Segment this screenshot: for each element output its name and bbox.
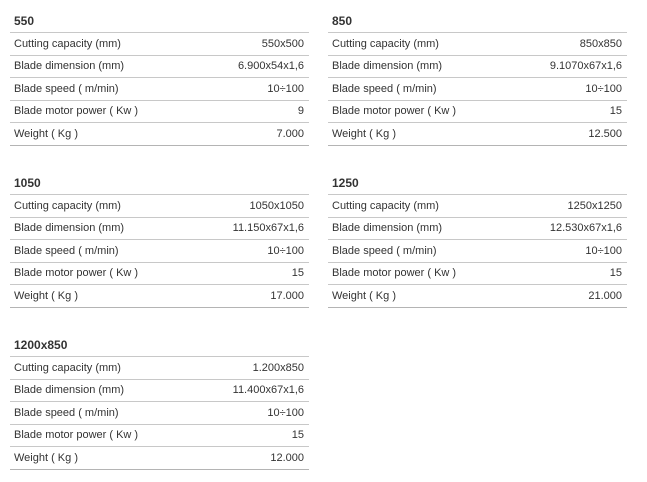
spec-label: Blade dimension (mm) xyxy=(332,60,443,73)
spec-title: 1250 xyxy=(332,176,359,190)
spec-row-blade-speed xyxy=(328,240,627,263)
spec-block-1250 xyxy=(328,172,627,308)
spec-label: Blade speed ( m/min) xyxy=(332,244,437,257)
spec-row-cutting-capacity xyxy=(328,195,627,218)
spec-label: Cutting capacity (mm) xyxy=(332,199,439,212)
spec-row-blade-dimension xyxy=(10,56,309,79)
spec-block-850 xyxy=(328,10,627,146)
spec-row-cutting-capacity xyxy=(10,33,309,56)
spec-value: 12.530x67x1,6 xyxy=(549,222,622,235)
spec-row-weight xyxy=(10,447,309,470)
spec-value: 11.150x67x1,6 xyxy=(232,222,304,235)
spec-value: 1050x1050 xyxy=(249,199,304,212)
spec-label: Blade motor power ( Kw ) xyxy=(14,105,139,118)
spec-value: 9 xyxy=(297,105,304,118)
spec-label: Cutting capacity (mm) xyxy=(14,361,121,374)
spec-row-blade-dimension xyxy=(10,380,309,403)
spec-block-1200x850 xyxy=(10,334,309,470)
spec-table xyxy=(10,194,309,308)
spec-label: Blade motor power ( Kw ) xyxy=(14,429,139,442)
spec-label: Cutting capacity (mm) xyxy=(14,199,121,212)
spec-value: 10÷100 xyxy=(585,82,622,95)
spec-row-weight xyxy=(10,285,309,308)
spec-label: Weight ( Kg ) xyxy=(332,127,396,140)
spec-row-cutting-capacity xyxy=(10,195,309,218)
spec-row-cutting-capacity xyxy=(328,33,627,56)
spec-row-blade-speed xyxy=(10,78,309,101)
spec-title: 550 xyxy=(14,14,35,28)
spec-label: Weight ( Kg ) xyxy=(14,289,78,302)
spec-value: 15 xyxy=(609,267,622,280)
spec-value: 15 xyxy=(291,429,304,442)
spec-label: Blade motor power ( Kw ) xyxy=(14,267,139,280)
spec-value: 10÷100 xyxy=(267,82,304,95)
spec-value: 7.000 xyxy=(276,127,304,140)
spec-label: Blade motor power ( Kw ) xyxy=(332,105,457,118)
spec-label: Blade motor power ( Kw ) xyxy=(332,267,457,280)
spec-label: Cutting capacity (mm) xyxy=(332,37,439,50)
spec-value: 17.000 xyxy=(270,289,304,302)
spec-title: 1200x850 xyxy=(14,338,68,352)
spec-label: Blade speed ( m/min) xyxy=(14,82,119,95)
spec-row-blade-dimension xyxy=(10,218,309,241)
spec-value: 550x500 xyxy=(261,37,304,50)
spec-value: 10÷100 xyxy=(585,244,622,257)
spec-value: 9.1070x67x1,6 xyxy=(549,60,622,73)
spec-row-blade-motor-power xyxy=(328,101,627,124)
spec-label: Weight ( Kg ) xyxy=(14,127,78,140)
spec-row-blade-motor-power xyxy=(10,425,309,448)
spec-row-blade-speed xyxy=(10,402,309,425)
spec-title: 850 xyxy=(332,14,353,28)
spec-value: 10÷100 xyxy=(267,244,304,257)
spec-row-blade-speed xyxy=(10,240,309,263)
spec-row-blade-speed xyxy=(328,78,627,101)
spec-label: Blade speed ( m/min) xyxy=(14,406,119,419)
spec-value: 6.900x54x1,6 xyxy=(237,60,304,73)
spec-row-blade-dimension xyxy=(328,218,627,241)
spec-label: Blade dimension (mm) xyxy=(14,384,125,397)
spec-value: 12.000 xyxy=(270,451,304,464)
spec-label: Blade speed ( m/min) xyxy=(332,82,437,95)
spec-value: 15 xyxy=(609,105,622,118)
spec-title: 1050 xyxy=(14,176,41,190)
spec-value: 850x850 xyxy=(579,37,622,50)
spec-table xyxy=(10,32,309,146)
spec-table xyxy=(328,32,627,146)
spec-label: Weight ( Kg ) xyxy=(14,451,78,464)
spec-row-weight xyxy=(328,123,627,146)
spec-label: Blade dimension (mm) xyxy=(14,60,125,73)
spec-row-blade-motor-power xyxy=(10,101,309,124)
spec-value: 15 xyxy=(291,267,304,280)
spec-label: Blade dimension (mm) xyxy=(332,222,443,235)
spec-value: 1.200x850 xyxy=(252,361,304,374)
spec-row-cutting-capacity xyxy=(10,357,309,380)
spec-value: 12.500 xyxy=(588,127,622,140)
spec-value: 11.400x67x1,6 xyxy=(232,384,304,397)
spec-value: 10÷100 xyxy=(267,406,304,419)
spec-label: Weight ( Kg ) xyxy=(332,289,396,302)
spec-value: 1250x1250 xyxy=(567,199,622,212)
spec-value: 21.000 xyxy=(588,289,622,302)
spec-row-blade-motor-power xyxy=(328,263,627,286)
spec-table xyxy=(10,356,309,470)
spec-row-blade-motor-power xyxy=(10,263,309,286)
spec-label: Blade speed ( m/min) xyxy=(14,244,119,257)
spec-row-weight xyxy=(10,123,309,146)
spec-block-1050 xyxy=(10,172,309,308)
spec-label: Cutting capacity (mm) xyxy=(14,37,121,50)
spec-table xyxy=(328,194,627,308)
spec-row-blade-dimension xyxy=(328,56,627,79)
spec-row-weight xyxy=(328,285,627,308)
spec-label: Blade dimension (mm) xyxy=(14,222,125,235)
spec-block-550 xyxy=(10,10,309,146)
